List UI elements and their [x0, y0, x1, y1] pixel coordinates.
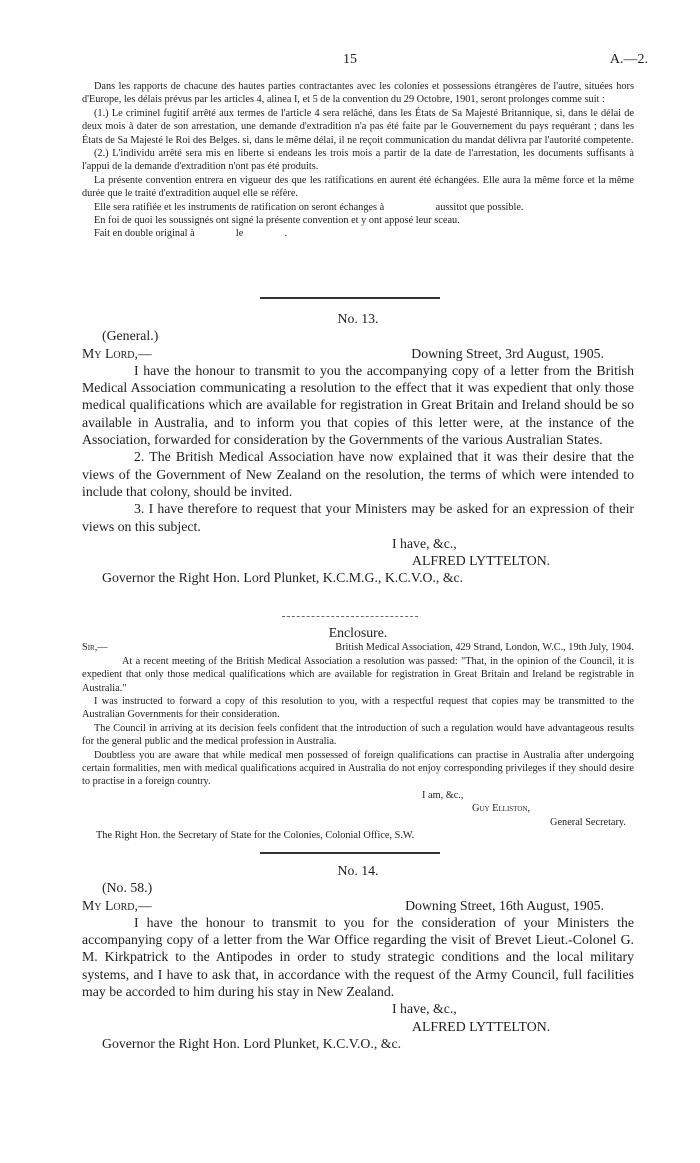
french-paragraph: En foi de quoi les soussignés ont signé la présente convention et y ont apposé leur sceau. — [94, 215, 460, 227]
enclosure — [82, 624, 634, 842]
letter-heading: No. 14. — [337, 863, 379, 878]
page-number: 15 — [343, 52, 357, 67]
letter-salutation-line — [82, 345, 634, 362]
document-reference: A.—2. — [609, 52, 648, 67]
letter-no-13 — [82, 310, 634, 587]
closing: I have, &c., — [392, 535, 457, 551]
signature: ALFRED LYTTELTON. — [412, 553, 551, 569]
closing: I am, &c., — [422, 789, 464, 801]
salutation: My Lord,— — [82, 897, 152, 913]
french-paragraph: La présente convention entrera en vigueur des que les ratifications en aurent été échangées. Elle aura la même force et la même durée que le traité d'extradition auquel elle se réfère. — [82, 174, 634, 200]
letter-series: (General.) — [102, 328, 159, 344]
enclosure-paragraph: Doubtless you are aware that while medical men possessed of foreign qualifications can practise in Australia after undergoing certain formalities, men with medical qualifications acquired in Australia do not enjoy corresponding privileges if they should desire to practise in a foreign country. — [82, 749, 634, 788]
enclosure-paragraph: I was instructed to forward a copy of this resolution to you, with a respectful request that copies may be transmitted to the Australian Governments for their consideration. — [82, 695, 634, 721]
french-paragraph: Fait en double original à le . — [94, 228, 288, 240]
letter-paragraph: I have the honour to transmit to you for the consideration of your Ministers the accompanying copy of a letter from the War Office regarding the visit of Brevet Lieut.-Colonel G. M. Kirkpatrick to the Antipodes in order to study strategic conditions and the local military systems, and I have to ask that, in accordance with the request of the Army Council, full facilities may be accorded to him during his stay in New Zealand. — [82, 914, 634, 1000]
enclosure-paragraph: The Council in arriving at its decision feels confident that the introduction of such a regulation would have advantageous results for the general public and the medical profession in Australia. — [82, 722, 634, 748]
letter-heading: No. 13. — [337, 311, 379, 326]
section-divider — [282, 616, 418, 617]
signature: Guy Elliston, — [472, 803, 531, 815]
letter-paragraph: 3. I have therefore to request that your Ministers may be asked for an expression of their views on this subject. — [82, 501, 634, 534]
salutation: Sir,— — [82, 642, 108, 654]
salutation: My Lord,— — [82, 345, 152, 361]
enclosure-salutation-line — [82, 641, 634, 654]
french-paragraph: (1.) Le criminel fugitif arrêté aux termes de l'article 4 sera relâché, dans les États de Sa Majesté Britannique, si, dans le délai de deux mois à dater de son arrestation, une demande d'extradition n'a pas été faite par le Gouvernement du pays requérant ; dans les États de Sa Majesté le Roi des Belges. si, dans le même délai, il ne reçoit communication du mandat délivra par l'autorité competente. — [82, 107, 634, 146]
signature-title: General Secretary. — [550, 816, 626, 828]
enclosure-paragraph: At a recent meeting of the British Medical Association a resolution was passed: "That, in the opinion of the Council, it is expedient that only those medical qualifications which are available for registration in Great Britain and Ireland be registrable in Australia." — [82, 655, 634, 694]
french-paragraph: (2.) L'individu arrêté sera mis en liberte si endeans les trois mois a partir de la date de l'arrestation, les documents suffisants à l'appui de la demande d'extradition n'ont pas été produits. — [82, 148, 634, 173]
address-date: British Medical Association, 429 Strand, London, W.C., 19th July, 1904. — [335, 642, 634, 654]
section-divider — [260, 852, 440, 854]
signature: ALFRED LYTTELTON. — [412, 1018, 551, 1034]
french-convention-text — [82, 80, 634, 241]
french-paragraph: Elle sera ratifiée et les instruments de ratification on seront échanges à aussitot que possible. — [94, 201, 524, 213]
letter-salutation-line — [82, 897, 634, 914]
place-date: Downing Street, 16th August, 1905. — [405, 897, 604, 913]
section-divider — [260, 297, 440, 299]
closing: I have, &c., — [392, 1001, 457, 1017]
addressee: The Right Hon. the Secretary of State for the Colonies, Colonial Office, S.W. — [96, 829, 415, 841]
letter-paragraph: I have the honour to transmit to you the accompanying copy of a letter from the British Medical Association communicating a resolution to the effect that it was expedient that only those medical qualifications which are available for registration in Great Britain and Ireland should be so available in Australia, and to inform you that copies of this letter were, at the instance of the Association, forwarded for consideration by the Governments of the various Australian States. — [82, 362, 634, 448]
addressee: Governor the Right Hon. Lord Plunket, K.C.M.G., K.C.V.O., &c. — [102, 570, 464, 586]
french-paragraph: Dans les rapports de chacune des hautes parties contractantes avec les colonies et possessions étrangères de l'autre, situées hors d'Europe, les délais prévus par les articles 4, alinea I, et 5 de la convention du 29 Octobre, 1901, seront prolonges comme suit : — [82, 81, 634, 106]
place-date: Downing Street, 3rd August, 1905. — [411, 345, 604, 361]
letter-no-14 — [82, 862, 634, 1052]
enclosure-heading: Enclosure. — [328, 625, 388, 640]
addressee: Governor the Right Hon. Lord Plunket, K.C.V.O., &c. — [102, 1035, 402, 1051]
letter-series: (No. 58.) — [102, 880, 153, 896]
letter-paragraph: 2. The British Medical Association have now explained that it was their desire that the views of the Government of New Zealand on the resolution, the terms of which were intended to include that colony, should be invited. — [82, 449, 634, 499]
